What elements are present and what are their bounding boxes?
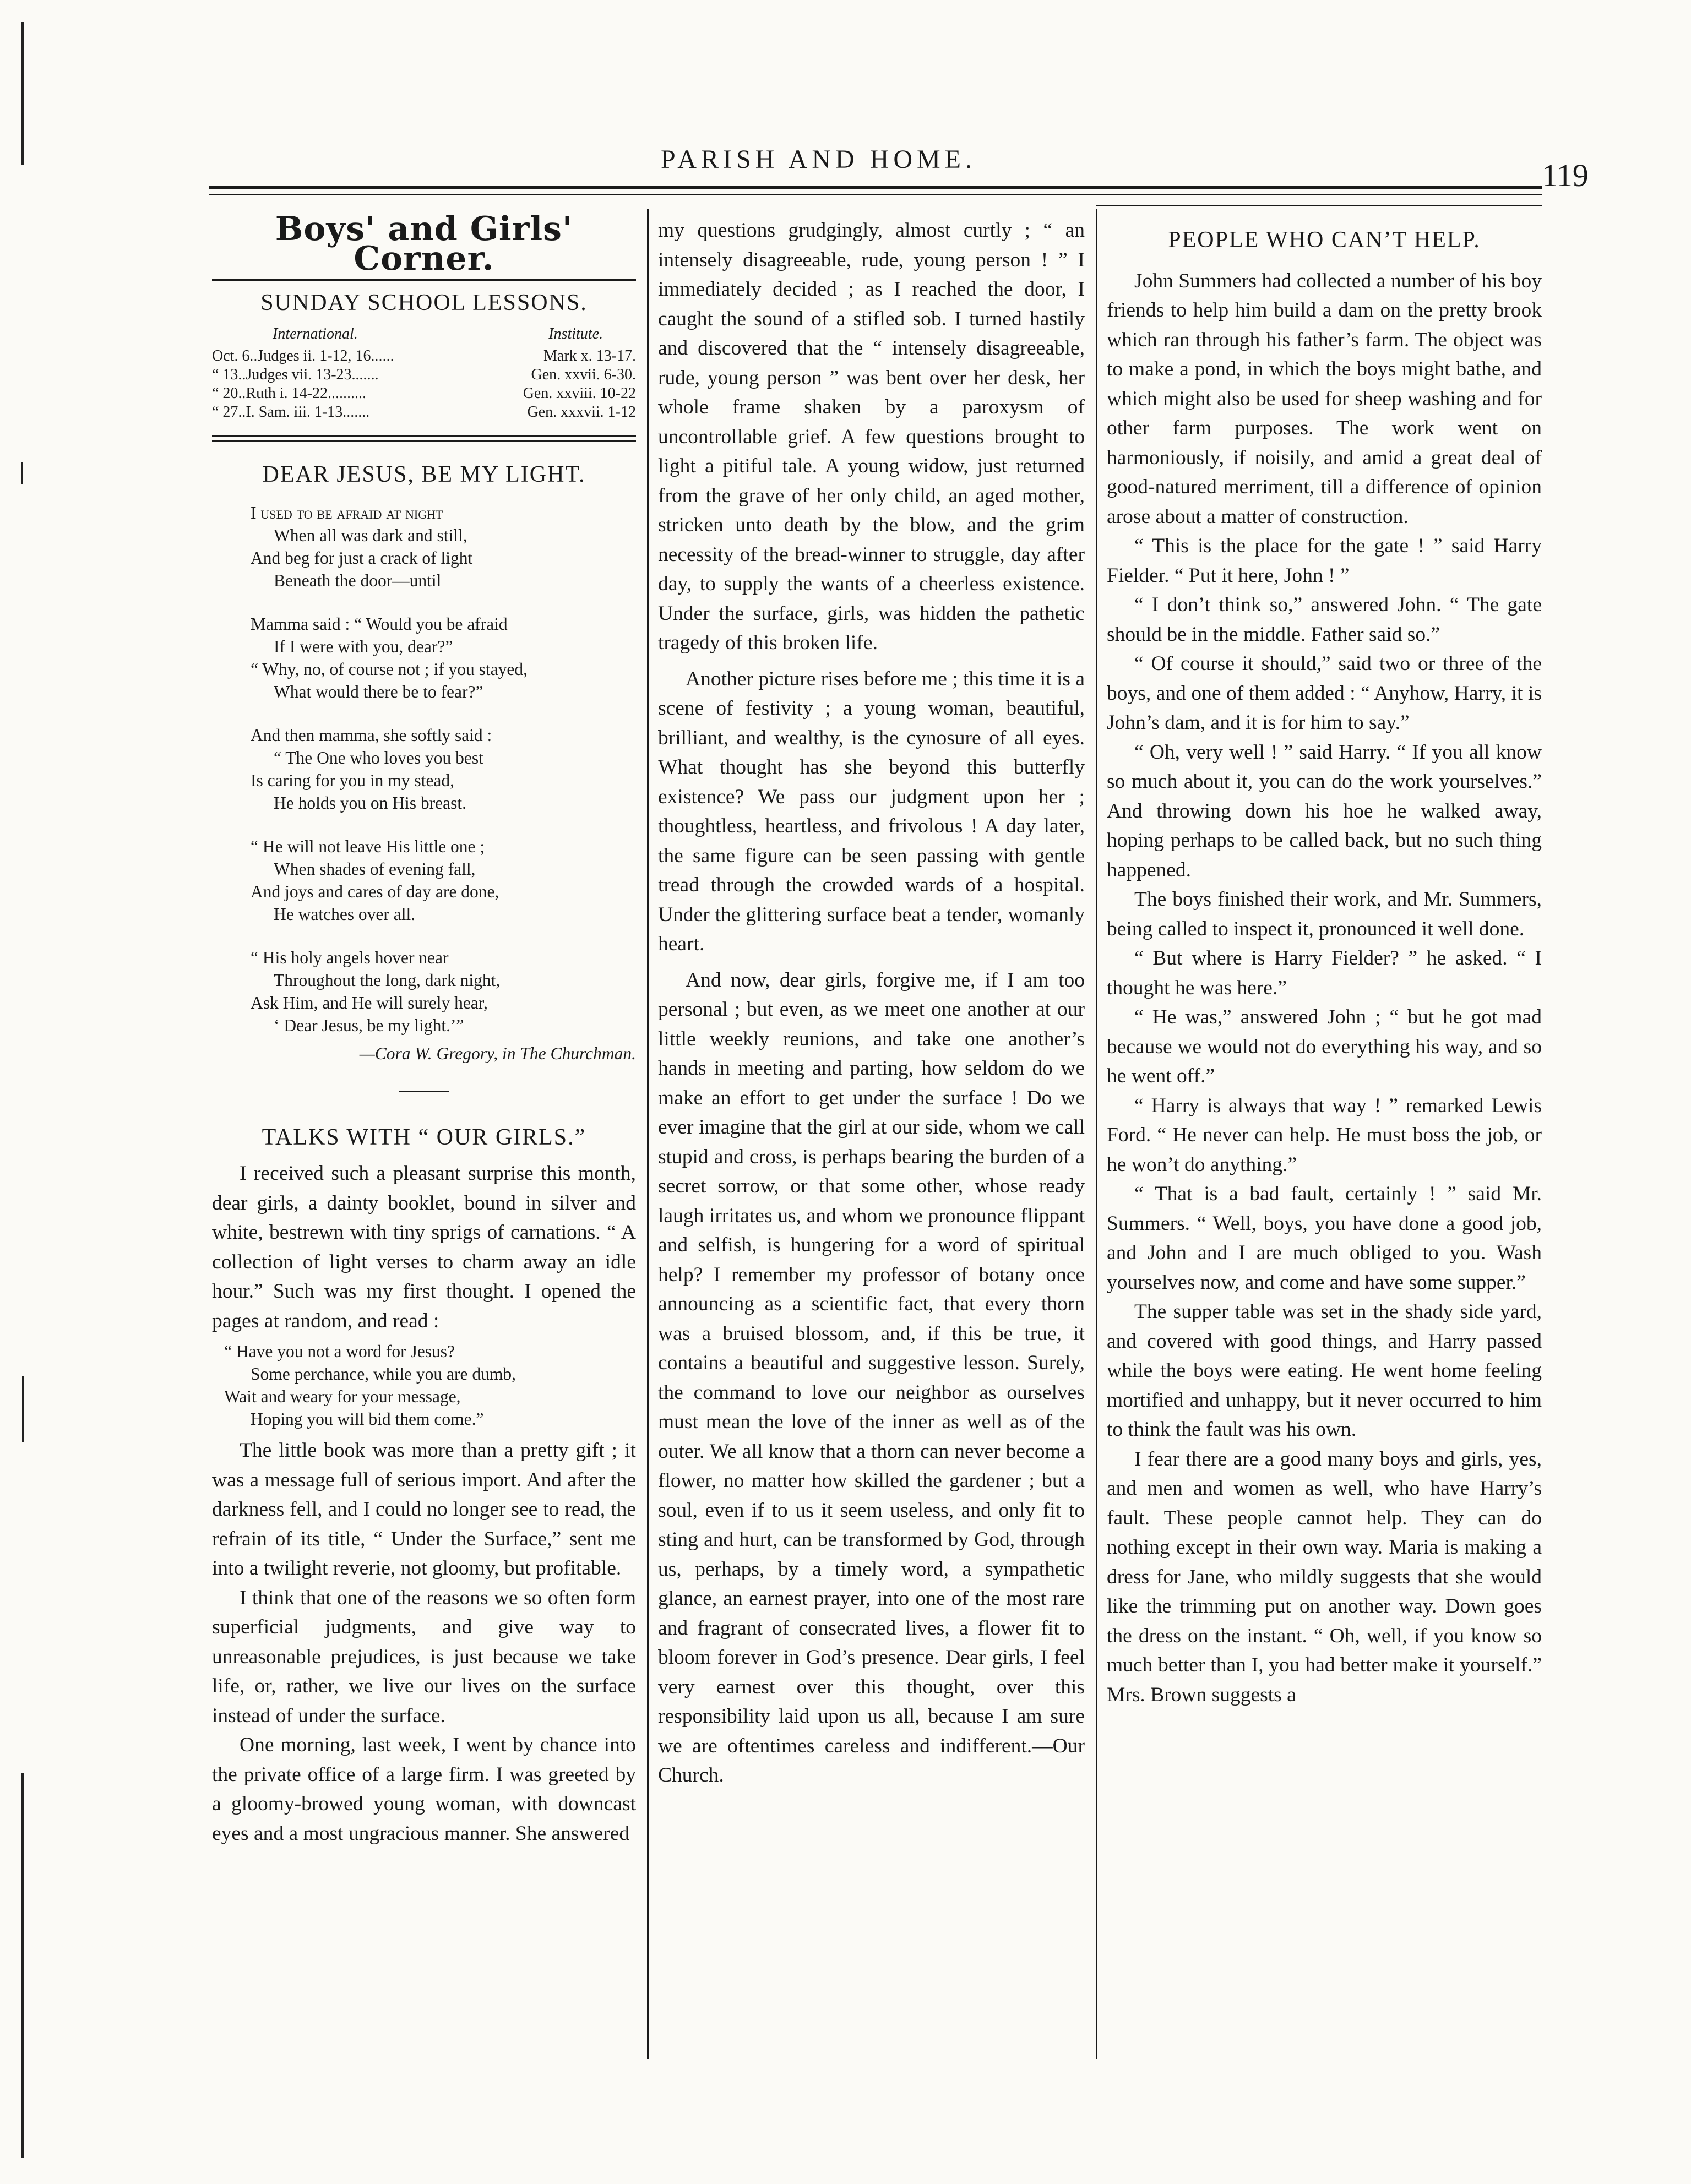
page-header-title: PARISH AND HOME.: [661, 145, 976, 174]
article-paragraph: “ Oh, very well ! ” said Harry. “ If you all know so much about it, you can do the work yourselves.” And throwing down his hoe he walked away, hoping perhaps to be called back, but no such thing happened.: [1107, 740, 1542, 881]
section-rule: [212, 435, 636, 437]
article-paragraph: “ This is the place for the gate ! ” said Harry Fielder. “ Put it here, John ! ”: [1107, 535, 1542, 587]
section-rule: [212, 279, 636, 281]
article-paragraph: “ Of course it should,” said two or three of the boys, and one of them added : “ Anyhow, Harry, it is John’s dam, and it is for him to say.”: [1107, 652, 1542, 734]
talks-paragraph: The little book was more than a pretty gift ; it was a message full of serious import. And after the darkness fell, and I could no longer see to read, the refrain of its title, “ Under the Surface,” sent me into a twilight reverie, not gloomy, but profitable.: [212, 1439, 636, 1580]
column-1: [212, 209, 636, 1848]
lesson-row: “ 13..Judges vii. 13-23....... Gen. xxvii. 6-30.: [212, 366, 636, 383]
lesson-row: “ 20..Ruth i. 14-22.......... Gen. xxviii. 10-22: [212, 384, 636, 402]
article-paragraph: “ I don’t think so,” answered John. “ The gate should be in the middle. Father said so.”: [1107, 593, 1542, 646]
article-paragraph: The supper table was set in the shady side yard, and covered with good things, and Harry passed while the boys were eating. He went home feeling mortified and unhappy, but it never occurred to him to think the fault was his own.: [1107, 1300, 1542, 1441]
lesson-row: Oct. 6..Judges ii. 1-12, 16...... Mark x. 13-17.: [212, 347, 636, 364]
talks-paragraph: I received such a pleasant surprise this month, dear girls, a dainty booklet, bound in silver and white, bestrewn with tiny sprigs of carnations. “ A collection of light verses to charm away an idle hour.” Such was my first thought. I opened the pages at random, and read :: [212, 1162, 636, 1332]
article-paragraph: I fear there are a good many boys and girls, yes, and men and women as well, who have Harry’s fault. These people cannot help. They can do nothing except in their own way. Maria is making a dress for Jane, who mildly suggests that she would like the trimming put on another way. Down goes the dress on the instant. “ Oh, well, if you know so much better than I, you had better make it yourself.” Mrs. Brown suggests a: [1107, 1447, 1542, 1706]
article-paragraph: John Summers had collected a number of his boy friends to help him build a dam on the pretty brook which ran through his father’s farm. The object was to make a pond, in which the boys might bathe, and which might also be used for sheep washing and for other farm purposes. The work went on harmoniously, if noisily, and amid a great deal of good-natured merriment, till a difference of opinion arose about a matter of construction.: [1107, 269, 1542, 528]
lessons-header-row: [212, 325, 636, 347]
poem-stanza: Mamma said : “ Would you be afraid If I were with you, dear?” “ Why, no, of course not ; if you stayed, What would there be to fear?”: [251, 614, 528, 701]
column-divider: [647, 209, 649, 2059]
article-paragraph: “ Harry is always that way ! ” remarked Lewis Ford. “ He never can help. He must boss the job, or he won’t do anything.”: [1107, 1094, 1542, 1176]
poem-stanza: I used to be afraid at night When all was dark and still, And beg for just a crack of light Beneath the door—until: [251, 503, 473, 590]
article-paragraph: “ That is a bad fault, certainly ! ” said Mr. Summers. “ Well, boys, you have done a good job, and John and I are much obliged to you. Wash yourselves now, and come and have some supper.”: [1107, 1183, 1542, 1294]
header-rule: [209, 186, 1542, 189]
page-number: 119: [1542, 157, 1589, 193]
talks-title: TALKS WITH “ OUR GIRLS.”: [262, 1124, 586, 1150]
section-rule-thin: [212, 440, 636, 442]
header-rule-thin: [209, 194, 1542, 195]
lessons-col-international: International.: [273, 325, 358, 342]
header-rule-thin: [1096, 205, 1542, 206]
article-paragraph: And now, dear girls, forgive me, if I am too personal ; but even, as we meet one another at our little weekly reunions, and take one another’s hands in meeting and parting, how seldom do we make an effort to get under the surface ! Do we ever imagine that the girl at our side, whom we call stupid and cross, is perhaps bearing the burden of a secret sorrow, or that some other, whose ready laugh irritates us, and whom we pronounce flippant and selfish, is hungering for a word of spiritual help? I remember my professor of botany once announcing as a scientific fact, that every thorn was a bruised blossom, and, if this be true, it contains a beautiful and suggestive lesson. Surely, the command to love our neighbor as ourselves must mean the love of the inner as well as of the outer. We all know that a thorn can never become a flower, no matter how skilled the gardener ; but a soul, even if to us it seem useless, and only fit to sting and hurt, can be transformed by God, through us, perhaps, by a timely word, a sympathetic glance, an earnest prayer, into one of the most rare and fragrant of consecrated lives, a flower fit to bloom forever in God’s presence. Dear girls, I feel very earnest over this thought, over this responsibility laid upon us all, because I am sure we are oftentimes careless and indifferent.—Our Church.: [658, 968, 1085, 1787]
article-paragraph: “ He was,” answered John ; “ but he got mad because we would not do everything his way, and so he went off.”: [1107, 1006, 1542, 1087]
article-paragraph: “ But where is Harry Fielder? ” he asked. “ I thought he was here.”: [1107, 947, 1542, 999]
poem-stanza: And then mamma, she softly said : “ The One who loves you best Is caring for you in my stead, He holds you on His breast.: [251, 726, 492, 813]
poem-attribution: —Cora W. Gregory, in The Churchman.: [359, 1044, 636, 1063]
article-paragraph: Another picture rises before me ; this time it is a scene of festivity ; a young woman, beautiful, brilliant, and wealthy, is the cynosure of all eyes. What thought has she beyond this butterfly existence? We pass our judgment upon her ; thoughtless, heartless, and frivolous ! A day later, the same figure can be seen passing with gentle tread through the crowded wards of a hospital. Under the glittering surface beat a tender, womanly heart.: [658, 667, 1085, 955]
poem: [251, 502, 636, 1037]
poem-stanza: “ His holy angels hover near Throughout the long, dark night, Ask Him, and He will surely hear, ‘ Dear Jesus, be my light.’”: [251, 948, 501, 1035]
scan-margin-line: [21, 462, 23, 484]
column-divider: [1096, 209, 1097, 2059]
lessons-col-institute: Institute.: [548, 325, 603, 342]
poem-stanza: “ He will not leave His little one ; When shades of evening fall, And joys and cares of day are done, He watches over all.: [251, 837, 499, 924]
column-3: [1107, 216, 1542, 1709]
scan-margin-line: [21, 22, 24, 165]
talks-paragraph: One morning, last week, I went by chance into the private office of a large firm. I was greeted by a gloomy-browed young woman, with downcast eyes and a most ungracious manner. She answered: [212, 1734, 636, 1845]
article-paragraph: my questions grudgingly, almost curtly ; “ an intensely disagreeable, rude, young person ! ” I immediately decided ; as I reached the door, I caught the sound of a stifled sob. I turned hastily and discovered that the “ intensely disagreeable, rude, young person ” was bent over her desk, her whole frame shaken by a paroxysm of uncontrollable grief. A few questions brought to light a pitiful tale. A young widow, just returned from the grave of her only child, an aged mother, stricken unto death by the blow, and the grim necessity of the bread-winner to struggle, day after day, to supply the wants of a cheerless existence. Under the surface, girls, was hidden the pathetic tragedy of this broken life.: [658, 219, 1085, 654]
article-title: PEOPLE WHO CAN’T HELP.: [1168, 227, 1481, 253]
talks-verse: “ Have you not a word for Jesus? Some perchance, while you are dumb, Wait and weary for your message, Hoping you will bid them come.”: [224, 1342, 516, 1429]
section-title: Boys' and Girls' Corner.: [275, 210, 573, 278]
lessons-title: SUNDAY SCHOOL LESSONS.: [260, 290, 588, 315]
section-rule-short: [399, 1091, 449, 1092]
scan-margin-line: [22, 1376, 24, 1442]
poem-title: DEAR JESUS, BE MY LIGHT.: [262, 461, 586, 487]
scan-margin-line: [21, 1773, 24, 2158]
lessons-table: [212, 325, 636, 422]
lesson-row: “ 27..I. Sam. iii. 1-13....... Gen. xxxvii. 1-12: [212, 403, 636, 421]
talks-paragraph: I think that one of the reasons we so often form superficial judgments, and give way to unreasonable prejudices, is just because we take life, or, rather, we live our lives on the surface instead of under the surface.: [212, 1586, 636, 1727]
article-paragraph: The boys finished their work, and Mr. Summers, being called to inspect it, pronounced it well done.: [1107, 888, 1542, 940]
column-2: [658, 216, 1085, 1790]
